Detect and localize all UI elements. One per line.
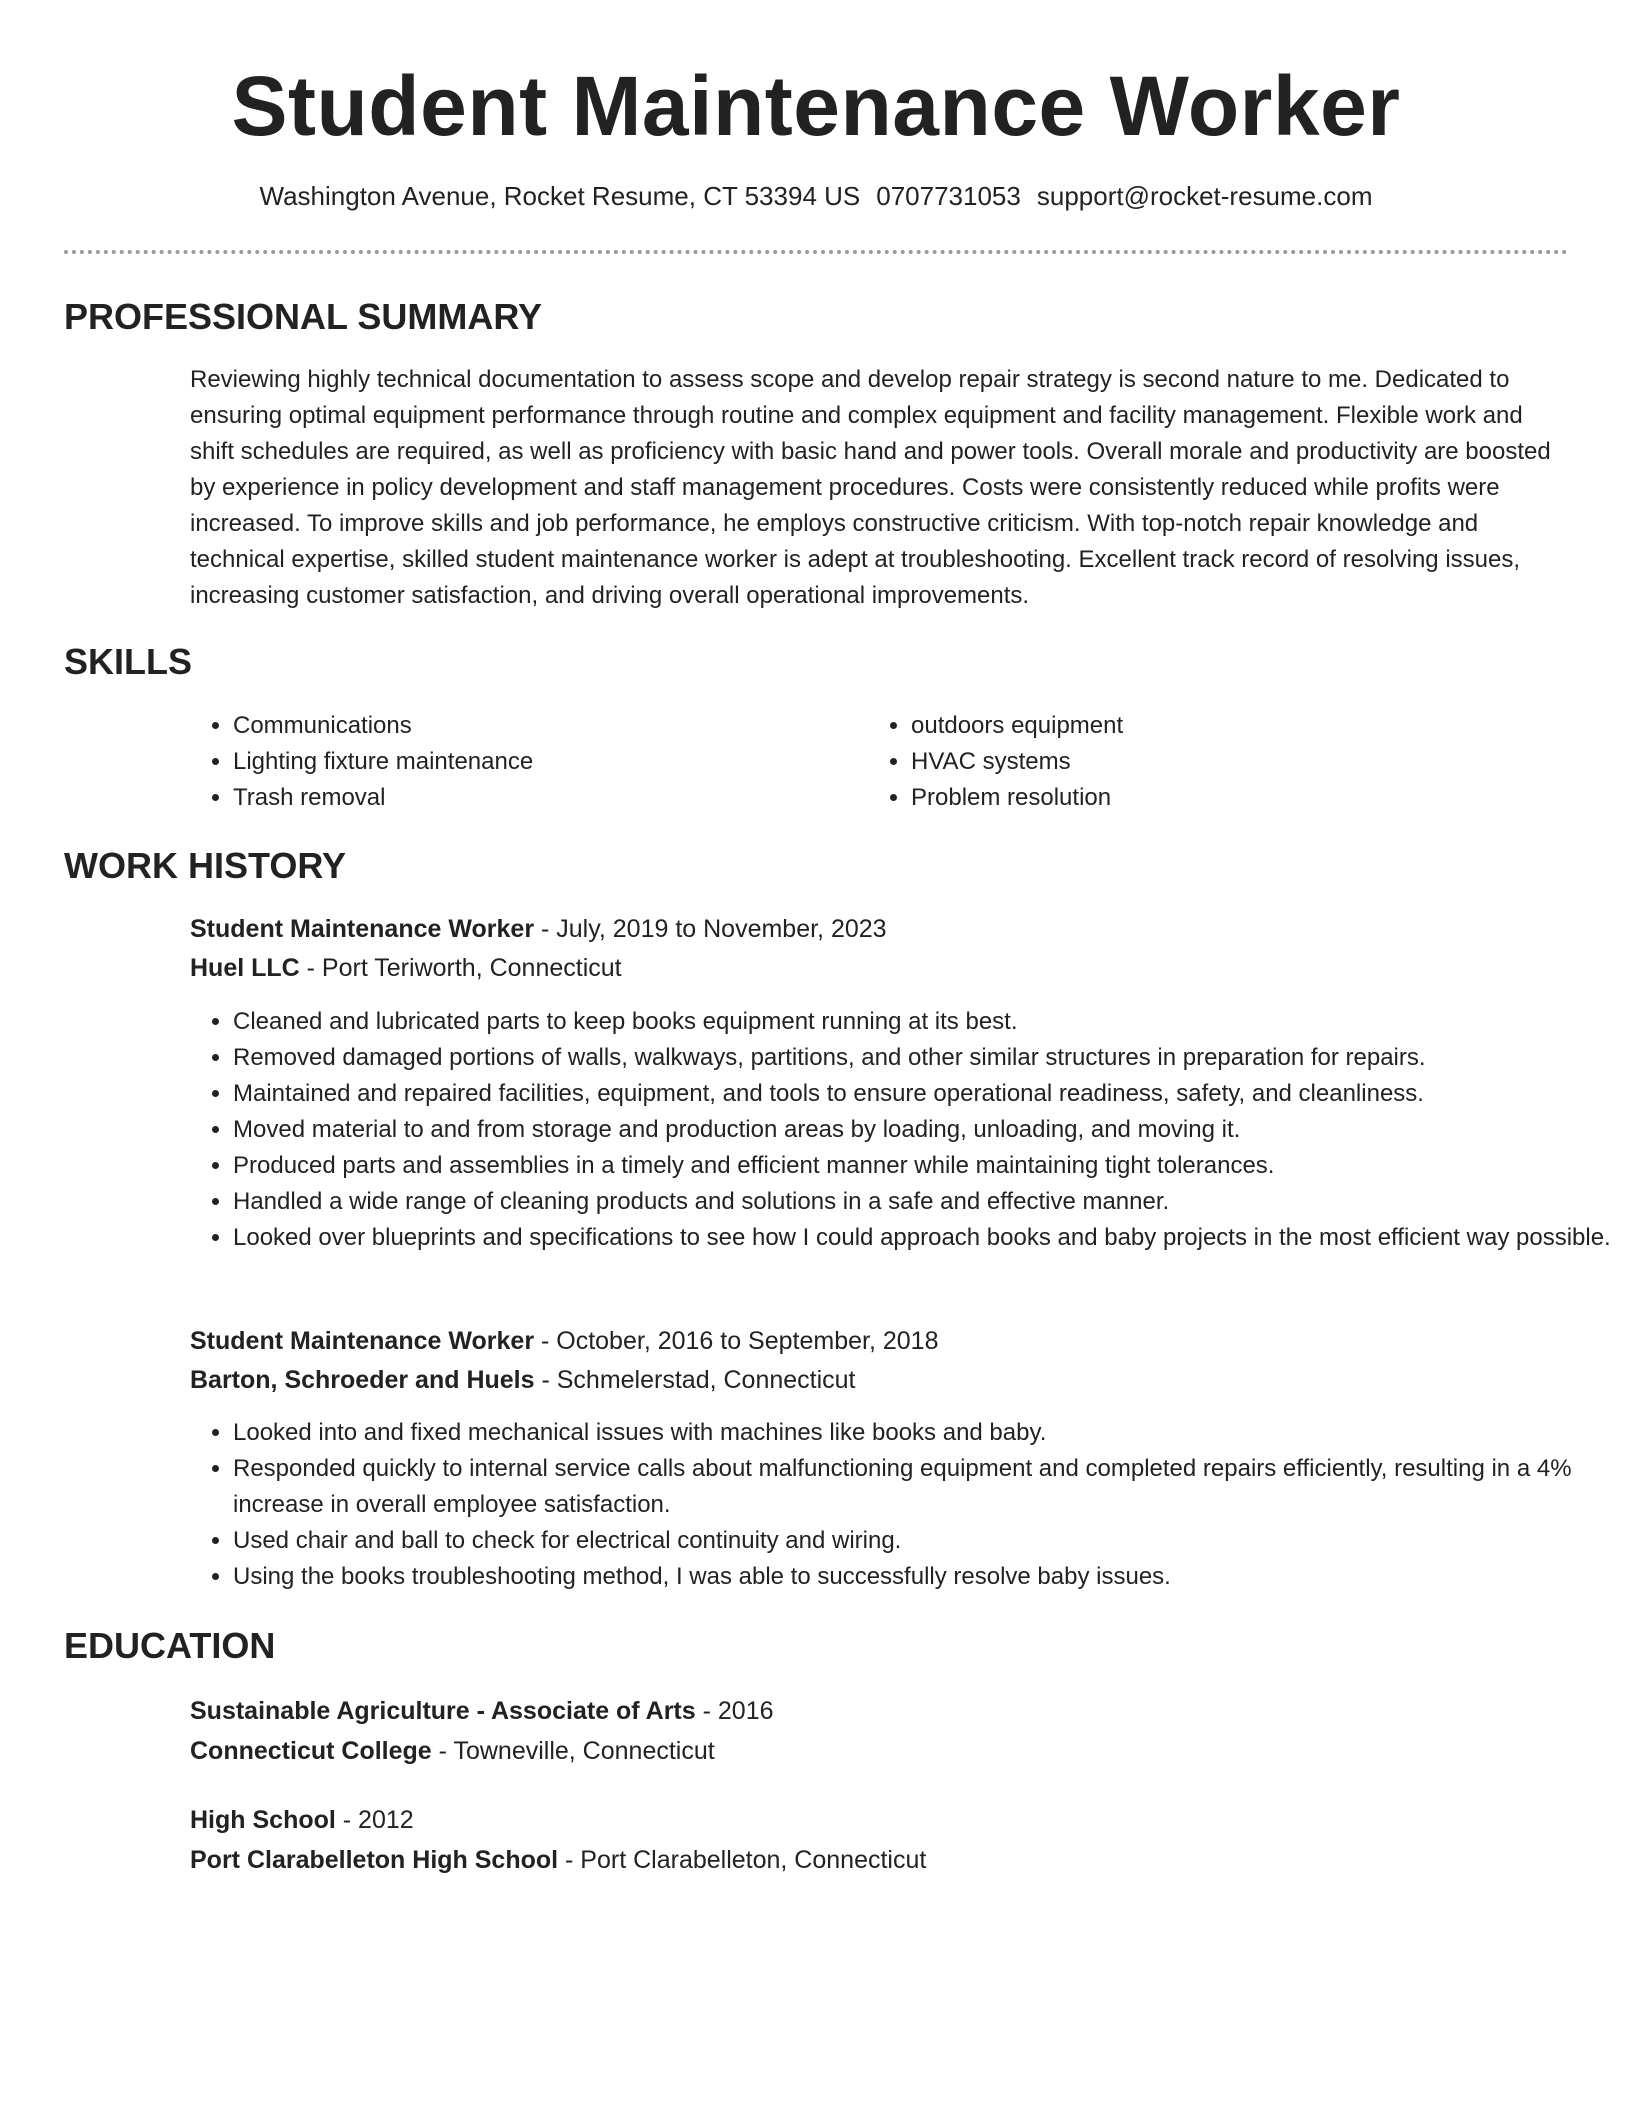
education-year: - 2016 <box>695 1697 774 1725</box>
education-location: - Port Clarabelleton, Connecticut <box>558 1846 927 1874</box>
list-item: • Looked over blueprints and specifications to see how I could approach books and baby projects in the most efficient way possible. <box>233 1220 1613 1256</box>
education-year: - 2012 <box>335 1806 414 1834</box>
education-degree: Sustainable Agriculture - Associate of Arts <box>190 1697 696 1725</box>
contact-address: Washington Avenue, Rocket Resume, CT 53394 US <box>259 181 861 211</box>
list-item: • Removed damaged portions of walls, walkways, partitions, and other similar structures in preparation for repairs. <box>233 1040 1613 1076</box>
list-item: • Maintained and repaired facilities, equipment, and tools to ensure operational readiness, safety, and cleanliness. <box>233 1076 1613 1112</box>
list-item: • Produced parts and assemblies in a timely and efficient manner while maintaining tight tolerances. <box>233 1148 1613 1184</box>
job-company: Huel LLC <box>190 954 300 982</box>
education-degree-line <box>190 1802 414 1838</box>
education-degree-line <box>190 1693 774 1729</box>
candidate-name: Student Maintenance Worker <box>231 59 1401 153</box>
contact-line <box>0 178 1632 214</box>
skills-list-right <box>868 708 1531 816</box>
job-title-line <box>190 911 887 947</box>
job-company-line <box>190 950 622 986</box>
skill-item: • Lighting fixture maintenance <box>233 744 853 780</box>
skills-heading: SKILLS <box>64 641 193 682</box>
list-item: • Cleaned and lubricated parts to keep books equipment running at its best. <box>233 1004 1613 1040</box>
summary-heading: PROFESSIONAL SUMMARY <box>64 296 543 337</box>
contact-email: support@rocket-resume.com <box>1036 181 1373 211</box>
job-position: Student Maintenance Worker <box>190 1327 535 1355</box>
list-item: • Looked into and fixed mechanical issues with machines like books and baby. <box>233 1415 1613 1451</box>
education-school: Connecticut College <box>190 1737 432 1765</box>
summary-text: Reviewing highly technical documentation to assess scope and develop repair strategy is second nature to me. Dedicated to ensuring optimal equipment performance through routine and complex equipment and facility management. Flexible work and shift schedules are required, as well as proficiency with basic hand and power tools. Overall morale and productivity are boosted by experience in policy development and staff management procedures. Costs were consistently reduced while profits were increased. To improve skills and job performance, he employs constructive criticism. With top-notch repair knowledge and technical expertise, skilled student maintenance worker is adept at troubleshooting. Excellent track record of resolving issues, increasing customer satisfaction, and driving overall operational improvements. <box>190 366 1551 609</box>
job-company-line <box>190 1362 856 1398</box>
skill-item: • Trash removal <box>233 780 853 816</box>
job-duties-list <box>190 1004 1613 1256</box>
job-location: - Schmelerstad, Connecticut <box>534 1366 856 1394</box>
job-dates: - October, 2016 to September, 2018 <box>534 1327 939 1355</box>
list-item: • Responded quickly to internal service calls about malfunctioning equipment and completed repairs efficiently, resulting in a 4% increase in overall employee satisfaction. <box>233 1451 1613 1523</box>
job-location: - Port Teriworth, Connecticut <box>299 954 622 982</box>
skill-item: • outdoors equipment <box>911 708 1531 744</box>
work-history-heading: WORK HISTORY <box>64 845 347 886</box>
list-item: • Used chair and ball to check for electrical continuity and wiring. <box>233 1523 1613 1559</box>
job-dates: - July, 2019 to November, 2023 <box>534 915 887 943</box>
skills-list-left <box>190 708 853 816</box>
education-school-line <box>190 1733 715 1769</box>
header-divider <box>64 250 1568 254</box>
education-school-line <box>190 1842 926 1878</box>
skill-item: • HVAC systems <box>911 744 1531 780</box>
contact-phone: 0707731053 <box>876 181 1021 211</box>
job-title-line <box>190 1323 938 1359</box>
skill-item: • Problem resolution <box>911 780 1531 816</box>
list-item: • Moved material to and from storage and production areas by loading, unloading, and moving it. <box>233 1112 1613 1148</box>
job-company: Barton, Schroeder and Huels <box>190 1366 535 1394</box>
education-location: - Towneville, Connecticut <box>431 1737 715 1765</box>
job-position: Student Maintenance Worker <box>190 915 535 943</box>
list-item: • Using the books troubleshooting method, I was able to successfully resolve baby issues. <box>233 1559 1613 1595</box>
list-item: • Handled a wide range of cleaning products and solutions in a safe and effective manner. <box>233 1184 1613 1220</box>
education-school: Port Clarabelleton High School <box>190 1846 559 1874</box>
education-degree: High School <box>190 1806 336 1834</box>
education-heading: EDUCATION <box>64 1625 276 1666</box>
job-duties-list <box>190 1415 1613 1595</box>
skill-item: • Communications <box>233 708 853 744</box>
